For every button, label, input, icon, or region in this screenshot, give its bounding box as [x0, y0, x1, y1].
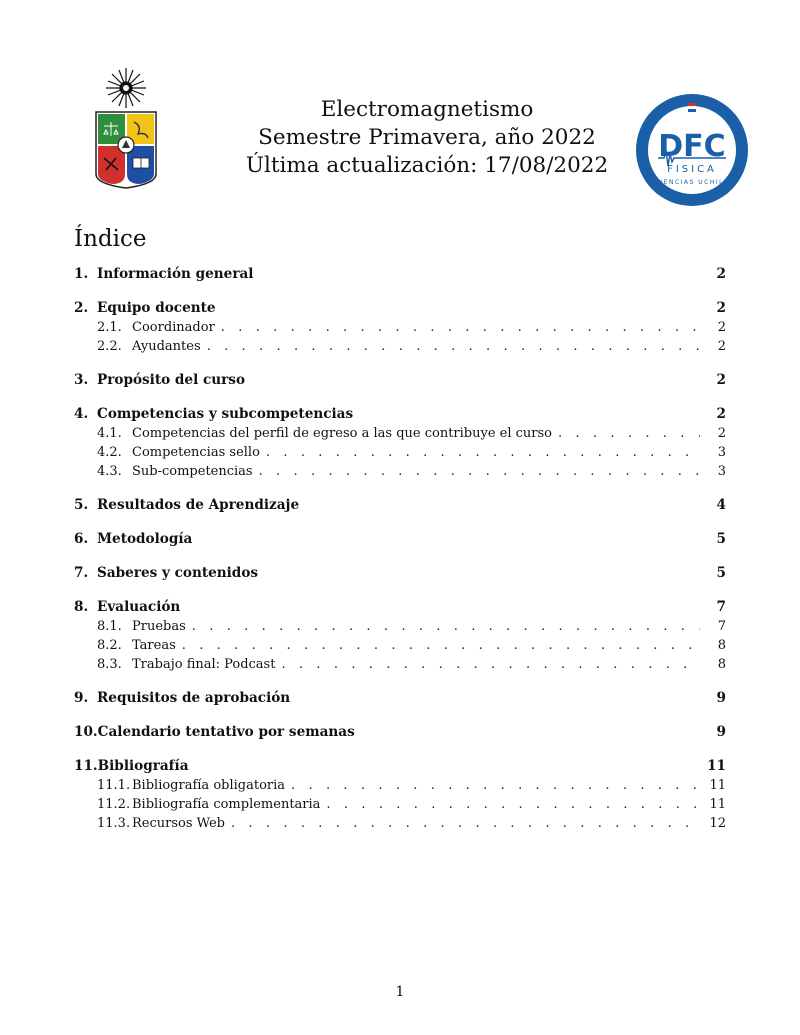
ciencias-uchile-text: CIENCIAS UCHILE — [654, 179, 730, 186]
toc-subsection-number: 8.2. — [97, 638, 122, 653]
toc-section-entry[interactable] — [74, 758, 726, 778]
toc-subsection-page: 12 — [709, 816, 726, 831]
page-number: 1 — [395, 984, 405, 1000]
toc-subsection-page: 11 — [709, 778, 726, 793]
toc-subsection-number: 8.1. — [97, 619, 122, 634]
toc-subsection-entry[interactable] — [74, 816, 726, 835]
toc-subsection-title: Recursos Web — [132, 816, 225, 831]
toc-subsection-number: 4.3. — [97, 464, 122, 479]
toc-section-page: 5 — [716, 531, 726, 547]
toc-subsection-title: Pruebas — [132, 619, 186, 634]
toc-section — [74, 531, 726, 551]
toc-section-page: 9 — [716, 690, 726, 706]
toc-section-number: 9. — [74, 690, 89, 706]
toc-subsection-title: Competencias del perfil de egreso a las que contribuye el curso — [132, 426, 552, 441]
toc-dot-leader — [192, 619, 700, 634]
toc-subsection-page: 2 — [717, 339, 726, 354]
toc-subsection-entry[interactable] — [74, 426, 726, 445]
toc-section-page: 9 — [716, 724, 726, 740]
toc-section-page: 2 — [716, 300, 726, 316]
toc-section — [74, 565, 726, 585]
toc-section-entry[interactable] — [74, 497, 726, 517]
toc-dot-leader — [281, 657, 700, 672]
toc-section-title: Competencias y subcompetencias — [97, 406, 354, 422]
toc-subsection-number: 11.2. — [97, 797, 131, 812]
toc-subsection-title: Sub-competencias — [132, 464, 253, 479]
toc-section-title: Bibliografía — [97, 758, 189, 774]
toc-section-number: 1. — [74, 266, 89, 282]
toc-subsection-number: 8.3. — [97, 657, 122, 672]
toc-section-number: 4. — [74, 406, 89, 422]
toc-subsection-entry[interactable] — [74, 797, 726, 816]
toc-section — [74, 690, 726, 710]
toc-section-entry[interactable] — [74, 690, 726, 710]
toc-subsection-title: Coordinador — [132, 320, 215, 335]
toc-section-title: Propósito del curso — [97, 372, 246, 388]
toc-dot-leader — [231, 816, 700, 831]
toc-section-title: Requisitos de aprobación — [97, 690, 291, 706]
toc-section-number: 7. — [74, 565, 89, 581]
toc-subsection-number: 4.2. — [97, 445, 122, 460]
toc-subsection-entry[interactable] — [74, 464, 726, 483]
toc-subsection-page: 8 — [717, 657, 726, 672]
toc-subsection-title: Bibliografía complementaria — [132, 797, 321, 812]
toc-dot-leader — [291, 778, 700, 793]
toc-section-entry[interactable] — [74, 266, 726, 286]
toc-dot-leader — [266, 445, 700, 460]
toc-section — [74, 599, 726, 676]
toc-section-title: Evaluación — [97, 599, 181, 615]
toc-section-entry[interactable] — [74, 724, 726, 744]
toc-subsection-entry[interactable] — [74, 445, 726, 464]
toc-subsection-title: Competencias sello — [132, 445, 260, 460]
toc-section-entry[interactable] — [74, 406, 726, 426]
university-coat-of-arms-logo — [92, 66, 160, 192]
toc-subsection-title: Tareas — [132, 638, 176, 653]
toc-section-page: 2 — [716, 266, 726, 282]
toc-section-number: 2. — [74, 300, 89, 316]
toc-subsection-number: 11.3. — [97, 816, 131, 831]
toc-section — [74, 497, 726, 517]
toc-section-title: Equipo docente — [97, 300, 216, 316]
toc-section — [74, 758, 726, 835]
toc-subsection-page: 7 — [717, 619, 726, 634]
toc-section-number: 11. — [74, 758, 98, 774]
toc-section — [74, 724, 726, 744]
toc-subsection-entry[interactable] — [74, 638, 726, 657]
toc-section — [74, 266, 726, 286]
table-of-contents — [74, 266, 726, 835]
toc-section-number: 5. — [74, 497, 89, 513]
toc-subsection-page: 2 — [717, 426, 726, 441]
toc-section-page: 4 — [716, 497, 726, 513]
toc-section-title: Saberes y contenidos — [97, 565, 259, 581]
toc-heading: Índice — [74, 226, 147, 252]
toc-subsection-entry[interactable] — [74, 619, 726, 638]
document-title — [220, 96, 634, 180]
toc-subsection-page: 8 — [717, 638, 726, 653]
title-last-update: Última actualización: 17/08/2022 — [245, 153, 609, 178]
toc-section-entry[interactable] — [74, 300, 726, 320]
toc-subsection-title: Bibliografía obligatoria — [132, 778, 286, 793]
toc-section-page: 11 — [707, 758, 726, 774]
toc-subsection-title: Ayudantes — [132, 339, 201, 354]
title-semester: Semestre Primavera, año 2022 — [258, 125, 596, 150]
toc-dot-leader — [326, 797, 700, 812]
toc-section-number: 6. — [74, 531, 89, 547]
toc-subsection-number: 2.2. — [97, 339, 122, 354]
dfc-fisica-logo — [634, 92, 750, 208]
title-course-name: Electromagnetismo — [320, 97, 534, 122]
toc-dot-leader — [207, 339, 700, 354]
toc-section-number: 3. — [74, 372, 89, 388]
toc-section-entry[interactable] — [74, 372, 726, 392]
toc-subsection-entry[interactable] — [74, 320, 726, 339]
coat-of-arms-icon — [92, 66, 160, 192]
toc-subsection-page: 3 — [717, 464, 726, 479]
toc-dot-leader — [221, 320, 700, 335]
toc-subsection-entry[interactable] — [74, 657, 726, 676]
toc-section-entry[interactable] — [74, 599, 726, 619]
dfc-logo-icon — [634, 92, 750, 208]
toc-section-entry[interactable] — [74, 565, 726, 585]
toc-subsection-title: Trabajo final: Podcast — [132, 657, 276, 672]
toc-dot-leader — [259, 464, 700, 479]
toc-dot-leader — [182, 638, 700, 653]
toc-section-number: 8. — [74, 599, 89, 615]
toc-section-entry[interactable] — [74, 531, 726, 551]
toc-subsection-entry[interactable] — [74, 778, 726, 797]
toc-section-title: Calendario tentativo por semanas — [97, 724, 355, 740]
toc-subsection-entry[interactable] — [74, 339, 726, 358]
toc-section-page: 2 — [716, 372, 726, 388]
toc-dot-leader — [558, 426, 700, 441]
toc-section-page: 5 — [716, 565, 726, 581]
toc-subsection-page: 3 — [717, 445, 726, 460]
toc-section-title: Información general — [97, 266, 254, 282]
toc-section-number: 10. — [74, 724, 98, 740]
toc-section-title: Metodología — [97, 531, 193, 547]
toc-subsection-page: 2 — [717, 320, 726, 335]
toc-section-page: 2 — [716, 406, 726, 422]
toc-section-title: Resultados de Aprendizaje — [97, 497, 300, 513]
toc-subsection-number: 11.1. — [97, 778, 131, 793]
fisica-word: FISICA — [667, 164, 717, 175]
toc-subsection-page: 11 — [709, 797, 726, 812]
toc-section — [74, 406, 726, 483]
toc-section — [74, 300, 726, 358]
toc-section — [74, 372, 726, 392]
toc-subsection-number: 4.1. — [97, 426, 122, 441]
toc-subsection-number: 2.1. — [97, 320, 122, 335]
dfc-letters: DFC — [658, 129, 726, 164]
toc-section-page: 7 — [716, 599, 726, 615]
